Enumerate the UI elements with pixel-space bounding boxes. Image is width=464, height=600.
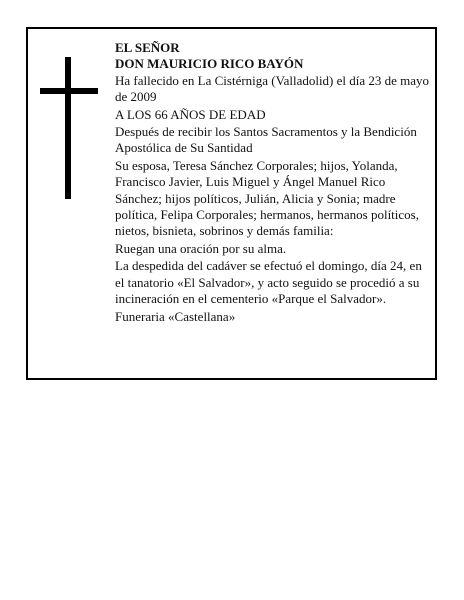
deceased-name: DON MAURICIO RICO BAYÓN — [115, 56, 304, 72]
cross-vertical-bar — [65, 57, 71, 199]
latin-cross-icon — [40, 57, 98, 199]
sacraments-statement: Después de recibir los Santos Sacramentos y la Bendición Apostólica de Su Santidad — [115, 124, 417, 156]
obituary-notice — [26, 27, 437, 380]
prayer-request: Ruegan una oración por su alma. — [115, 240, 287, 256]
age-statement: A LOS 66 AÑOS DE EDAD — [115, 106, 266, 122]
notice-title: EL SEÑOR — [115, 40, 180, 55]
family-statement: Su esposa, Teresa Sánchez Corporales; hijos, Yolanda, Francisco Javier, Luis Miguel y Ángel Manuel Rico Sánchez; hijos políticos, Julián, Alicia y Sonia; madre política, Felipa Corporales; hermanos, hermanos políticos, nietos, bisnieta, sobrinos y demás familia: — [115, 157, 419, 239]
farewell-statement: La despedida del cadáver se efectuó el domingo, día 24, en el tanatorio «El Salvador», y acto seguido se procedió a su incineración en el cementerio «Parque el Salvador». — [115, 258, 422, 307]
notice-text-block — [115, 40, 431, 326]
funeral-home: Funeraria «Castellana» — [115, 308, 236, 324]
death-statement: Ha fallecido en La Cistérniga (Valladolid) el día 23 de mayo de 2009 — [115, 72, 430, 105]
cross-horizontal-bar — [40, 88, 98, 94]
